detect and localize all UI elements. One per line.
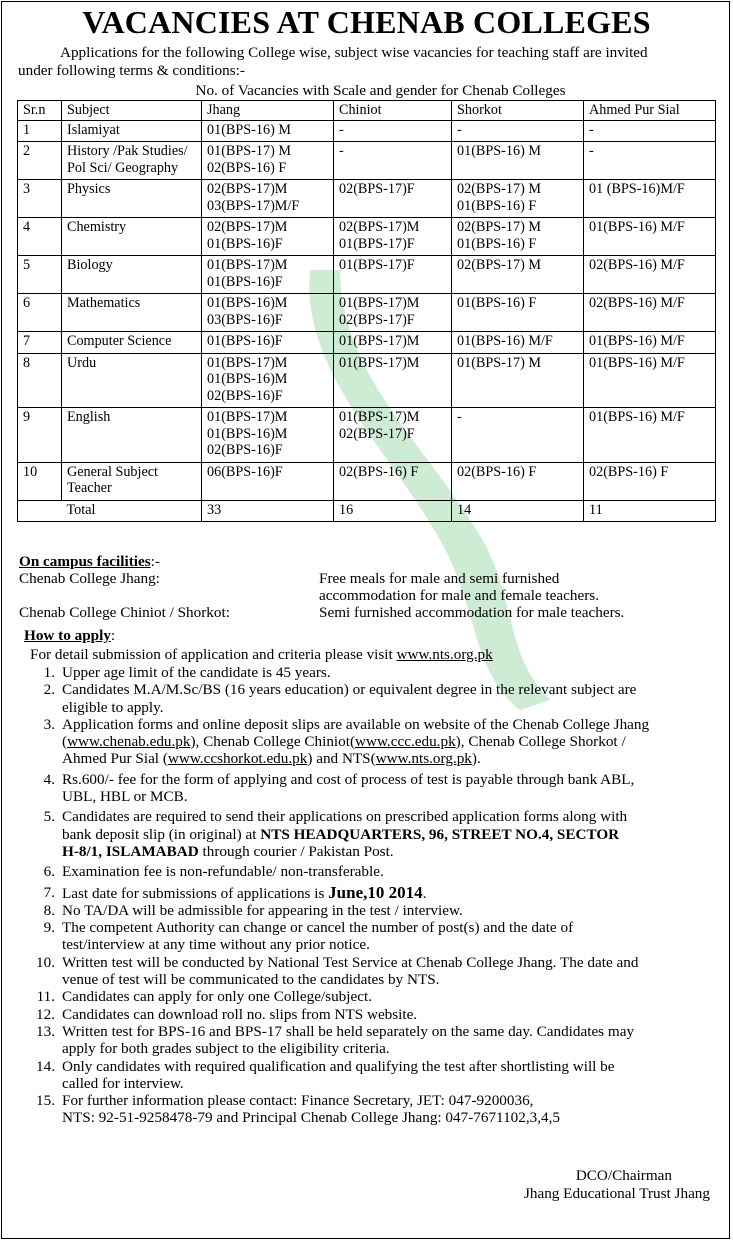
cell-chiniot xyxy=(334,180,452,218)
vacancies-table xyxy=(17,100,716,522)
cell-jhang xyxy=(202,332,334,354)
item-3-text-f: ). xyxy=(471,750,481,768)
cell-shorkot xyxy=(452,332,584,354)
intro-line-1: Applications for the following College wise, subject wise vacancies for teaching staff are invited xyxy=(60,44,648,61)
header-chiniot: Chiniot xyxy=(334,101,452,121)
cell-subject: History /Pak Studies/ Pol Sci/ Geography xyxy=(62,142,202,180)
cell-value: 06(BPS-16)F xyxy=(207,463,283,480)
cell-sr: 10 xyxy=(18,462,62,500)
facility-chiniot-label: Chenab College Chiniot / Shorkot: xyxy=(19,604,230,622)
cell-jhang xyxy=(202,218,334,256)
item-14-text-a: Only candidates with required qualification and qualifying the test after shortlisting will be xyxy=(62,1057,615,1075)
page-title: VACANCIES AT CHENAB COLLEGES xyxy=(82,4,651,40)
cell-jhang xyxy=(202,294,334,332)
cell-value: 01(BPS-16)M xyxy=(207,295,288,311)
cell-sr: 8 xyxy=(18,353,62,408)
list-item: 5. Candidates are required to send their applications on prescribed application forms along with bank deposit slip (in original) at NTS HEADQUARTERS, 96, STREET NO.4, SECTOR H-8/1, ISLAMABAD through courier / Pakistan Post. xyxy=(43,808,628,860)
cell-sr: 7 xyxy=(18,332,62,354)
item-11-text: Candidates can apply for only one College/subject. xyxy=(62,988,372,1006)
header-jhang: Jhang xyxy=(202,101,334,121)
cell-value: 01(BPS-17)M xyxy=(339,409,420,425)
cell-sr: 6 xyxy=(18,294,62,332)
item-5-text-c: through courier / Pakistan Post. xyxy=(198,842,394,860)
cell-value: 02(BPS-17)F xyxy=(339,425,415,442)
ccshorkot-link[interactable]: www.ccshorkot.edu.pk xyxy=(167,750,308,768)
cell-value: 03(BPS-16)F xyxy=(207,311,283,328)
cell-ahmed xyxy=(584,120,716,142)
cell-value: 01(BPS-16)F xyxy=(207,273,283,290)
cell-shorkot xyxy=(452,462,584,500)
visit-link[interactable]: www.nts.org.pk xyxy=(396,646,493,663)
table-row xyxy=(18,218,716,256)
facilities-section xyxy=(19,554,719,622)
cell-value: 02(BPS-17)M xyxy=(207,181,288,197)
cell-jhang xyxy=(202,142,334,180)
cell-sr: 2 xyxy=(18,142,62,180)
cell-value: 01(BPS-17)M xyxy=(339,295,420,311)
item-10-text-a: Written test will be conducted by National Test Service at Chenab College Jhang. The date and xyxy=(62,953,639,971)
chenab-link[interactable]: www.chenab.edu.pk xyxy=(67,733,191,751)
facility-jhang-value-2: accommodation for male and female teachers. xyxy=(319,586,599,604)
cell-chiniot xyxy=(334,218,452,256)
total-shorkot: 14 xyxy=(452,500,584,522)
cell-shorkot xyxy=(452,218,584,256)
cell-shorkot xyxy=(452,180,584,218)
total-blank xyxy=(18,500,62,522)
list-item: 10. Written test will be conducted by National Test Service at Chenab College Jhang. The date and venue of test will be communicated to the candidates by NTS. xyxy=(36,953,639,989)
cell-ahmed xyxy=(584,462,716,500)
list-item: 11. Candidates can apply for only one College/subject. xyxy=(36,988,372,1006)
cell-chiniot xyxy=(334,462,452,500)
header-shorkot: Shorkot xyxy=(452,101,584,121)
cell-sr: 9 xyxy=(18,408,62,463)
cell-sr: 5 xyxy=(18,256,62,294)
last-date: June,10 2014 xyxy=(328,882,423,902)
facility-jhang-value-1: Free meals for male and semi furnished xyxy=(319,569,560,587)
cell-shorkot xyxy=(452,353,584,408)
facility-chiniot xyxy=(19,605,719,622)
cell-shorkot xyxy=(452,142,584,180)
cell-value: 01(BPS-16) F xyxy=(457,235,537,252)
cell-jhang xyxy=(202,462,334,500)
table-row xyxy=(18,332,716,354)
cell-subject: Mathematics xyxy=(62,294,202,332)
header-subject: Subject xyxy=(62,101,202,121)
header-ahmed-pur-sial: Ahmed Pur Sial xyxy=(584,101,716,121)
cell-value: - xyxy=(589,121,594,138)
list-item: 13. Written test for BPS-16 and BPS-17 shall be held separately on the same day. Candidates may apply for both grades subject to the eligibility criteria. xyxy=(36,1022,635,1058)
cell-value: 01 (BPS-16)M/F xyxy=(589,181,685,197)
cell-chiniot xyxy=(334,120,452,142)
cell-value: 01(BPS-16) M xyxy=(457,143,541,159)
item-13-text-a: Written test for BPS-16 and BPS-17 shall be held separately on the same day. Candidates may xyxy=(62,1022,635,1040)
signature-block xyxy=(440,1167,710,1203)
list-item: 12. Candidates can download roll no. slips from NTS website. xyxy=(36,1005,418,1023)
total-ahmed: 11 xyxy=(584,500,716,522)
cell-shorkot xyxy=(452,120,584,142)
item-9-text-b: test/interview at any time without any prior notice. xyxy=(62,936,370,954)
cell-ahmed xyxy=(584,180,716,218)
cell-shorkot xyxy=(452,408,584,463)
cell-jhang xyxy=(202,353,334,408)
cell-value: 01(BPS-16) M/F xyxy=(589,219,685,235)
cell-ahmed xyxy=(584,332,716,354)
list-item: 6. Examination fee is non-refundable/ non-transferable. xyxy=(43,863,384,881)
list-item: 1. Upper age limit of the candidate is 45 years. xyxy=(43,664,331,681)
item-2-text-a: Candidates M.A/M.Sc/BS (16 years education) or equivalent degree in the relevant subject are xyxy=(62,681,637,699)
cell-value: 02(BPS-16) F xyxy=(457,463,537,480)
list-item: 14. Only candidates with required qualification and qualifying the test after shortlisting will be called for interview. xyxy=(36,1057,615,1092)
visit-line xyxy=(30,646,493,664)
visit-text: For detail submission of application and criteria please visit xyxy=(30,646,397,663)
cell-subject: English xyxy=(62,408,202,463)
facility-chiniot-value: Semi furnished accommodation for male teachers. xyxy=(319,604,625,622)
cell-value: 01(BPS-16)F xyxy=(207,333,283,349)
cell-sr: 4 xyxy=(18,218,62,256)
cell-value: 01(BPS-17)F xyxy=(339,235,415,252)
cell-value: 01(BPS-16) F xyxy=(457,295,537,311)
item-3-text-a: Application forms and online deposit slips are available on website of the Chenab College Jhang xyxy=(62,715,650,733)
cell-value: 02(BPS-16) M/F xyxy=(589,295,685,311)
cell-ahmed xyxy=(584,218,716,256)
item-14-text-b: called for interview. xyxy=(62,1074,184,1092)
cell-chiniot xyxy=(334,294,452,332)
cell-ahmed xyxy=(584,142,716,180)
cell-subject: Physics xyxy=(62,180,202,218)
table-row xyxy=(18,462,716,500)
item-3-text-d: Ahmed Pur Sial ( xyxy=(62,750,168,768)
cell-chiniot xyxy=(334,408,452,463)
cell-value: 01(BPS-17) M xyxy=(457,354,541,371)
list-item: 8. No TA/DA will be admissible for appearing in the test / interview. xyxy=(43,901,463,919)
signature-org: Jhang Educational Trust Jhang xyxy=(523,1185,710,1202)
item-3-text-b: ), Chenab College Chiniot( xyxy=(190,733,356,751)
signature-title: DCO/Chairman xyxy=(575,1167,672,1184)
item-8-text: No TA/DA will be admissible for appearing in the test / interview. xyxy=(62,901,463,919)
item-2-text-b: eligible to apply. xyxy=(62,698,164,716)
list-item: 2. Candidates M.A/M.Sc/BS (16 years education) or equivalent degree in the relevant subject are eligible to apply. xyxy=(43,681,637,716)
total-jhang: 33 xyxy=(202,500,334,522)
cell-shorkot xyxy=(452,294,584,332)
total-chiniot: 16 xyxy=(334,500,452,522)
conditions-list xyxy=(35,664,710,1127)
list-item: 9. The competent Authority can change or cancel the number of post(s) and the date of test/interview at any time without any prior notice. xyxy=(43,919,574,954)
cell-jhang xyxy=(202,120,334,142)
cell-value: - xyxy=(457,121,462,138)
table-row xyxy=(18,294,716,332)
cell-value: 01(BPS-17)M xyxy=(339,354,420,371)
how-to-apply-heading-row xyxy=(24,627,115,645)
cell-value: - xyxy=(339,121,344,138)
item-13-text-b: apply for both grades subject to the eligibility criteria. xyxy=(62,1040,390,1058)
table-row xyxy=(18,120,716,142)
cell-value: 02(BPS-17)F xyxy=(339,181,415,197)
cell-value: - xyxy=(339,143,344,159)
cell-value: 02(BPS-16)F xyxy=(207,387,283,404)
cell-value: 01(BPS-17)M xyxy=(207,354,288,371)
cell-chiniot xyxy=(334,332,452,354)
cell-value: 02(BPS-17) M xyxy=(457,181,541,197)
cell-value: 02(BPS-16)F xyxy=(207,442,283,458)
cell-value: - xyxy=(589,143,594,159)
cell-subject: Islamiyat xyxy=(62,120,202,142)
cell-value: 01(BPS-16)M xyxy=(207,371,288,387)
intro-paragraph xyxy=(18,44,718,80)
cell-value: 02(BPS-16) F xyxy=(589,463,669,480)
item-15-text-b: NTS: 92-51-9258478-79 and Principal Chenab College Jhang: 047-7671102,3,4,5 xyxy=(62,1109,561,1127)
cell-value: 01(BPS-16) M xyxy=(207,121,291,138)
item-4-text-a: Rs.600/- fee for the form of applying and cost of process of test is payable through bank ABL, xyxy=(62,770,635,788)
cell-subject: General Subject Teacher xyxy=(62,462,202,500)
facility-jhang xyxy=(19,571,719,605)
cell-ahmed xyxy=(584,294,716,332)
cell-value: 02(BPS-16) F xyxy=(339,463,419,480)
cell-ahmed xyxy=(584,353,716,408)
cell-jhang xyxy=(202,408,334,463)
cell-ahmed xyxy=(584,256,716,294)
cell-value: 01(BPS-16) M/F xyxy=(589,333,685,349)
item-5-text-a: Candidates are required to send their applications on prescribed application forms along with xyxy=(62,808,628,826)
cell-value: - xyxy=(457,409,462,425)
how-to-apply-suffix: : xyxy=(110,627,116,644)
cell-shorkot xyxy=(452,256,584,294)
cell-value: 01(BPS-17)M xyxy=(207,409,288,425)
table-total-row xyxy=(18,500,716,522)
nts-address-line-1: NTS HEADQUARTERS, 96, STREET NO.4, SECTOR xyxy=(260,825,620,843)
item-7-post: . xyxy=(422,884,427,902)
list-item: 7. Last date for submissions of applications is June,10 2014. xyxy=(43,882,427,902)
cell-sr: 1 xyxy=(18,120,62,142)
item-7-text: Last date for submissions of applications is xyxy=(62,884,329,902)
cell-value: 02(BPS-16) M/F xyxy=(589,257,685,273)
cell-ahmed xyxy=(584,408,716,463)
item-3-text-e: ) and NTS( xyxy=(307,750,376,768)
cell-subject: Urdu xyxy=(62,353,202,408)
cell-value: 02(BPS-17) M xyxy=(457,219,541,235)
cell-value: 01(BPS-17)M xyxy=(207,257,288,273)
how-to-apply-heading: How to apply xyxy=(24,627,111,644)
cell-value: 01(BPS-17) M xyxy=(207,143,291,159)
item-12-text: Candidates can download roll no. slips from NTS website. xyxy=(62,1005,418,1023)
table-header-row xyxy=(18,101,716,121)
cell-chiniot xyxy=(334,256,452,294)
nts-address-line-2: H-8/1, ISLAMABAD xyxy=(62,842,199,860)
cell-value: 01(BPS-16) M/F xyxy=(589,409,685,425)
cell-sr: 3 xyxy=(18,180,62,218)
header-sr: Sr.n xyxy=(18,101,62,121)
table-row xyxy=(18,180,716,218)
cell-value: 01(BPS-17)M xyxy=(339,333,420,349)
cell-chiniot xyxy=(334,142,452,180)
item-1-text: Upper age limit of the candidate is 45 years. xyxy=(62,664,331,681)
cell-value: 02(BPS-17) M xyxy=(457,257,541,273)
intro-line-2: under following terms & conditions:- xyxy=(18,62,245,79)
cell-value: 01(BPS-16)F xyxy=(207,235,283,252)
item-6-text: Examination fee is non-refundable/ non-transferable. xyxy=(62,863,384,881)
table-row xyxy=(18,353,716,408)
item-5-text-b: bank deposit slip (in original) at xyxy=(62,825,261,843)
cell-value: 03(BPS-17)M/F xyxy=(207,197,300,214)
cell-value: 01(BPS-16) M/F xyxy=(589,354,685,371)
cell-jhang xyxy=(202,180,334,218)
cell-value: 02(BPS-17)M xyxy=(207,219,288,235)
item-9-text-a: The competent Authority can change or cancel the number of post(s) and the date of xyxy=(62,919,574,937)
cell-subject: Chemistry xyxy=(62,218,202,256)
cell-value: 01(BPS-16) F xyxy=(457,197,537,214)
total-label: Total xyxy=(62,500,202,522)
cell-subject: Computer Science xyxy=(62,332,202,354)
nts-link[interactable]: www.nts.org.pk xyxy=(375,750,472,768)
list-item: 4. Rs.600/- fee for the form of applying and cost of process of test is payable through bank ABL, UBL, HBL or MCB. xyxy=(43,770,635,806)
table-body xyxy=(18,120,716,500)
cell-subject: Biology xyxy=(62,256,202,294)
table-caption: No. of Vacancies with Scale and gender for Chenab Colleges xyxy=(195,82,566,99)
facilities-heading-suffix: :- xyxy=(150,553,160,570)
item-15-text-a: For further information please contact: Finance Secretary, JET: 047-9200036, xyxy=(62,1092,534,1110)
cell-chiniot xyxy=(334,353,452,408)
cell-value: 02(BPS-17)F xyxy=(339,311,415,328)
cell-value: 01(BPS-16) M/F xyxy=(457,333,553,349)
table-row xyxy=(18,408,716,463)
facilities-heading: On campus facilities xyxy=(19,553,151,570)
cell-value: 02(BPS-17)M xyxy=(339,219,420,235)
facility-jhang-label: Chenab College Jhang: xyxy=(19,569,160,587)
ccc-link[interactable]: www.ccc.edu.pk xyxy=(355,733,456,751)
cell-value: 01(BPS-16)M xyxy=(207,425,288,442)
cell-value: 02(BPS-16) F xyxy=(207,159,287,176)
item-3-text-c: ), Chenab College Shorkot / xyxy=(455,733,626,751)
item-4-text-b: UBL, HBL or MCB. xyxy=(62,788,188,806)
table-row xyxy=(18,142,716,180)
list-item: 15. For further information please contact: Finance Secretary, JET: 047-9200036, NTS: 92-51-9258478-79 and Principal Chenab College Jhang: 047-7671102,3,4,5 xyxy=(36,1092,561,1127)
list-item: 3. Application forms and online deposit slips are available on website of the Chenab College Jhang (www.chenab.edu.pk), Chenab College Chiniot(www.ccc.edu.pk), Chenab College Shorkot / Ahmed Pur Sial (www.ccshorkot.edu.pk) and NTS(www.nts.org.pk). xyxy=(43,715,650,768)
table-row xyxy=(18,256,716,294)
cell-value: 01(BPS-17)F xyxy=(339,257,415,273)
cell-jhang xyxy=(202,256,334,294)
item-10-text-b: venue of test will be communicated to the candidates by NTS. xyxy=(62,971,440,989)
